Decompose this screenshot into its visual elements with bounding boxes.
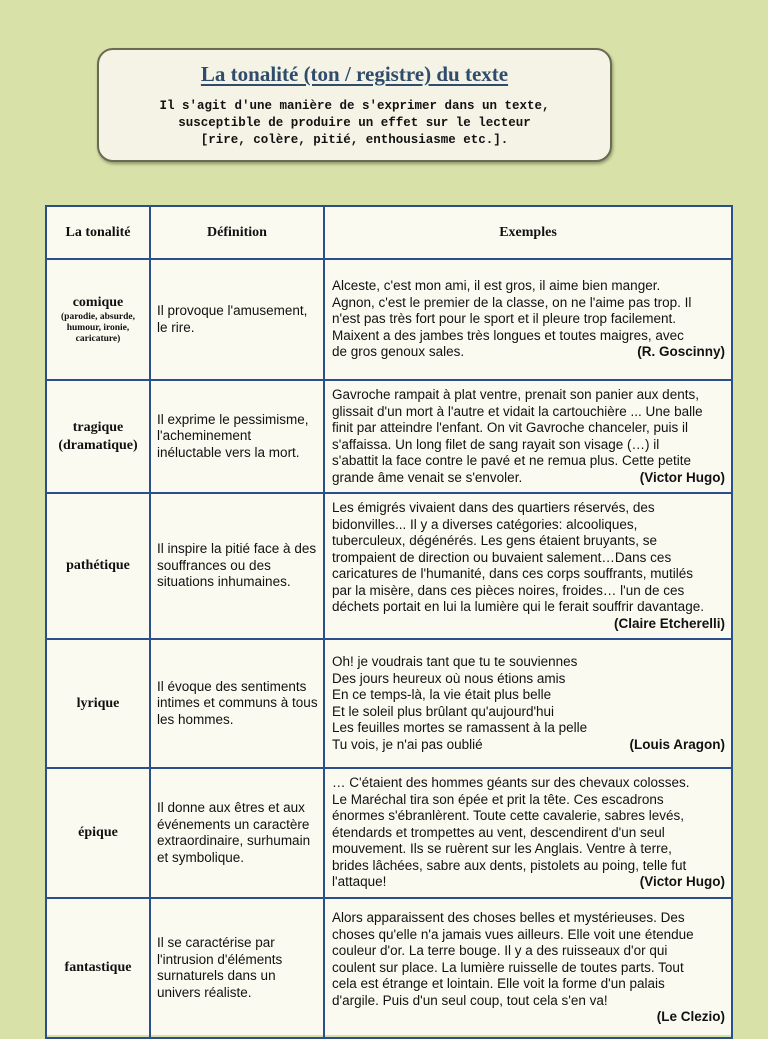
tone-cell bbox=[46, 493, 150, 639]
example-line: choses qu'elle n'a jamais vues ailleurs. Elle voit une étendue bbox=[332, 926, 694, 942]
example-cell bbox=[324, 898, 732, 1038]
example-line-text: de gros genoux sales. bbox=[332, 344, 465, 360]
example-line bbox=[332, 470, 725, 487]
definition-cell: Il exprime le pessimisme, l'acheminement inéluctable vers la mort. bbox=[150, 380, 324, 493]
example-line: Maixent a des jambes très longues et toutes maigres, avec bbox=[332, 327, 684, 343]
example-line: cela est étrange et lointain. Elle voit la forme d'un palais bbox=[332, 976, 665, 992]
example-line: mouvement. Ils se ruèrent sur les Anglais. Ventre à terre, bbox=[332, 841, 672, 857]
example-line: d'argile. Puis d'un seul coup, tout cela s'en va! bbox=[332, 992, 608, 1008]
author-line bbox=[332, 1009, 725, 1026]
page-subtitle bbox=[99, 98, 610, 149]
tone-cell bbox=[46, 259, 150, 380]
subtitle-line: Il s'agit d'une manière de s'exprimer dans un texte, bbox=[159, 99, 550, 113]
tone-subtitle: (parodie, absurde, humour, ironie, caricature) bbox=[61, 312, 135, 344]
example-line: énormes s'ébranlèrent. Toute cette cavalerie, sabres levés, bbox=[332, 808, 685, 824]
table-row bbox=[46, 639, 732, 768]
example-line: Des jours heureux où nous étions amis bbox=[332, 670, 566, 686]
tone-name: fantastique bbox=[64, 960, 132, 975]
tone-subtitle: (dramatique) bbox=[58, 437, 138, 453]
tone-cell bbox=[46, 898, 150, 1038]
example-line: En ce temps-là, la vie était plus belle bbox=[332, 687, 552, 702]
example-line: Le Maréchal tira son épée et prit la tête. Ces escadrons bbox=[332, 791, 664, 807]
header-definition: Définition bbox=[150, 206, 324, 259]
example-line: couleur d'or. La terre bouge. Il y a des ruisseaux d'or qui bbox=[332, 943, 668, 959]
subtitle-line: susceptible de produire un effet sur le lecteur bbox=[178, 116, 531, 130]
table-row bbox=[46, 898, 732, 1038]
example-line-text: Tu vois, je n'ai pas oublié bbox=[332, 736, 483, 752]
example-cell bbox=[324, 259, 732, 380]
example-line: Agnon, c'est le premier de la classe, on ne l'aime pas trop. Il bbox=[332, 294, 692, 310]
example-line: n'est pas très fort pour le sport et il pleure trop facilement. bbox=[332, 311, 676, 327]
example-line: s'abattit la face contre le pavé et ne remua plus. Cette petite bbox=[332, 453, 692, 468]
definition-cell: Il évoque des sentiments intimes et communs à tous les hommes. bbox=[150, 639, 324, 768]
example-line: Alceste, c'est mon ami, il est gros, il aime bien manger. bbox=[332, 278, 661, 294]
example-author: (Claire Etcherelli) bbox=[613, 615, 725, 631]
example-author: (R. Goscinny) bbox=[637, 344, 725, 360]
example-line: coulent sur place. La lumière ruisselle de toutes parts. Tout bbox=[332, 959, 684, 975]
example-line: finit par atteindre l'enfant. On vit Gavroche chanceler, puis il bbox=[332, 420, 689, 435]
example-line-text: l'attaque! bbox=[332, 874, 387, 890]
tonality-table bbox=[45, 205, 733, 1039]
tone-name: comique bbox=[72, 295, 124, 310]
example-line: tuberculeux, dégénérés. Les gens étaient bruyants, se bbox=[332, 533, 657, 548]
example-author: (Victor Hugo) bbox=[639, 469, 725, 485]
tone-cell bbox=[46, 639, 150, 768]
definition-cell: Il inspire la pitié face à des souffrances ou des situations inhumaines. bbox=[150, 493, 324, 639]
subtitle-line: [rire, colère, pitié, enthousiasme etc.]. bbox=[200, 133, 509, 147]
table-row bbox=[46, 259, 732, 380]
example-line: par la misère, dans ces pièces noires, froides… l'un de ces bbox=[332, 582, 685, 598]
example-line: Et le soleil plus brûlant qu'aujourd'hui bbox=[332, 703, 555, 719]
example-line: déchets portait en lui la lumière qui le ferait souffrir davantage. bbox=[332, 599, 704, 614]
example-line: trompaient de direction ou buvaient salement…Dans ces bbox=[332, 549, 672, 565]
example-line-text: grande âme venait se s'envoler. bbox=[332, 469, 523, 485]
author-line bbox=[332, 616, 725, 633]
table-header-row bbox=[46, 206, 732, 259]
example-author: (Victor Hugo) bbox=[639, 874, 725, 890]
example-author: (Le Clezio) bbox=[656, 1009, 725, 1025]
tone-name: lyrique bbox=[76, 695, 120, 711]
definition-cell: Il donne aux êtres et aux événements un caractère extraordinaire, surhumain et symbolique. bbox=[150, 768, 324, 898]
example-line: Oh! je voudrais tant que tu te souviennes bbox=[332, 654, 578, 669]
example-line: brides lâchées, sabre aux dents, pistolets au poing, telle fut bbox=[332, 857, 687, 873]
example-line: bidonvilles... Il y a diverses catégories: alcooliques, bbox=[332, 516, 638, 532]
example-line: s'affaissa. Un long filet de sang rayait son visage (…) il bbox=[332, 436, 660, 452]
table-row bbox=[46, 380, 732, 493]
example-line: étendards et trompettes au vent, descendirent d'un seul bbox=[332, 824, 665, 840]
tonality-table-wrap bbox=[45, 205, 731, 1035]
table-row bbox=[46, 768, 732, 898]
example-cell bbox=[324, 768, 732, 898]
example-line: Alors apparaissent des choses belles et mystérieuses. Des bbox=[332, 910, 685, 926]
example-cell bbox=[324, 493, 732, 639]
definition-cell: Il se caractérise par l'intrusion d'éléments surnaturels dans un univers réaliste. bbox=[150, 898, 324, 1038]
example-cell bbox=[324, 380, 732, 493]
example-line bbox=[332, 344, 725, 361]
example-line bbox=[332, 737, 725, 754]
example-line: … C'étaient des hommes géants sur des chevaux colosses. bbox=[332, 775, 690, 791]
title-box bbox=[97, 48, 612, 162]
page-title: La tonalité (ton / registre) du texte bbox=[200, 62, 509, 86]
example-line: Les émigrés vivaient dans des quartiers réservés, des bbox=[332, 500, 655, 515]
example-line: Gavroche rampait à plat ventre, prenait son panier aux dents, bbox=[332, 387, 699, 402]
header-exemples: Exemples bbox=[324, 206, 732, 259]
tone-name: épique bbox=[78, 825, 118, 840]
example-line: Les feuilles mortes se ramassent à la pelle bbox=[332, 720, 588, 735]
example-cell bbox=[324, 639, 732, 768]
example-line: caricatures de l'humanité, dans ces corps souffrants, mutilés bbox=[332, 566, 693, 581]
example-line: glissait d'un mort à l'autre et vidait la cartouchière ... Une balle bbox=[332, 403, 703, 419]
tone-name: pathétique bbox=[66, 558, 130, 573]
header-tonalite: La tonalité bbox=[46, 206, 150, 259]
definition-cell: Il provoque l'amusement, le rire. bbox=[150, 259, 324, 380]
tone-cell bbox=[46, 380, 150, 493]
example-author: (Louis Aragon) bbox=[629, 736, 725, 752]
example-line bbox=[332, 874, 725, 891]
tone-name: tragique bbox=[72, 419, 124, 435]
tone-cell bbox=[46, 768, 150, 898]
table-row bbox=[46, 493, 732, 639]
